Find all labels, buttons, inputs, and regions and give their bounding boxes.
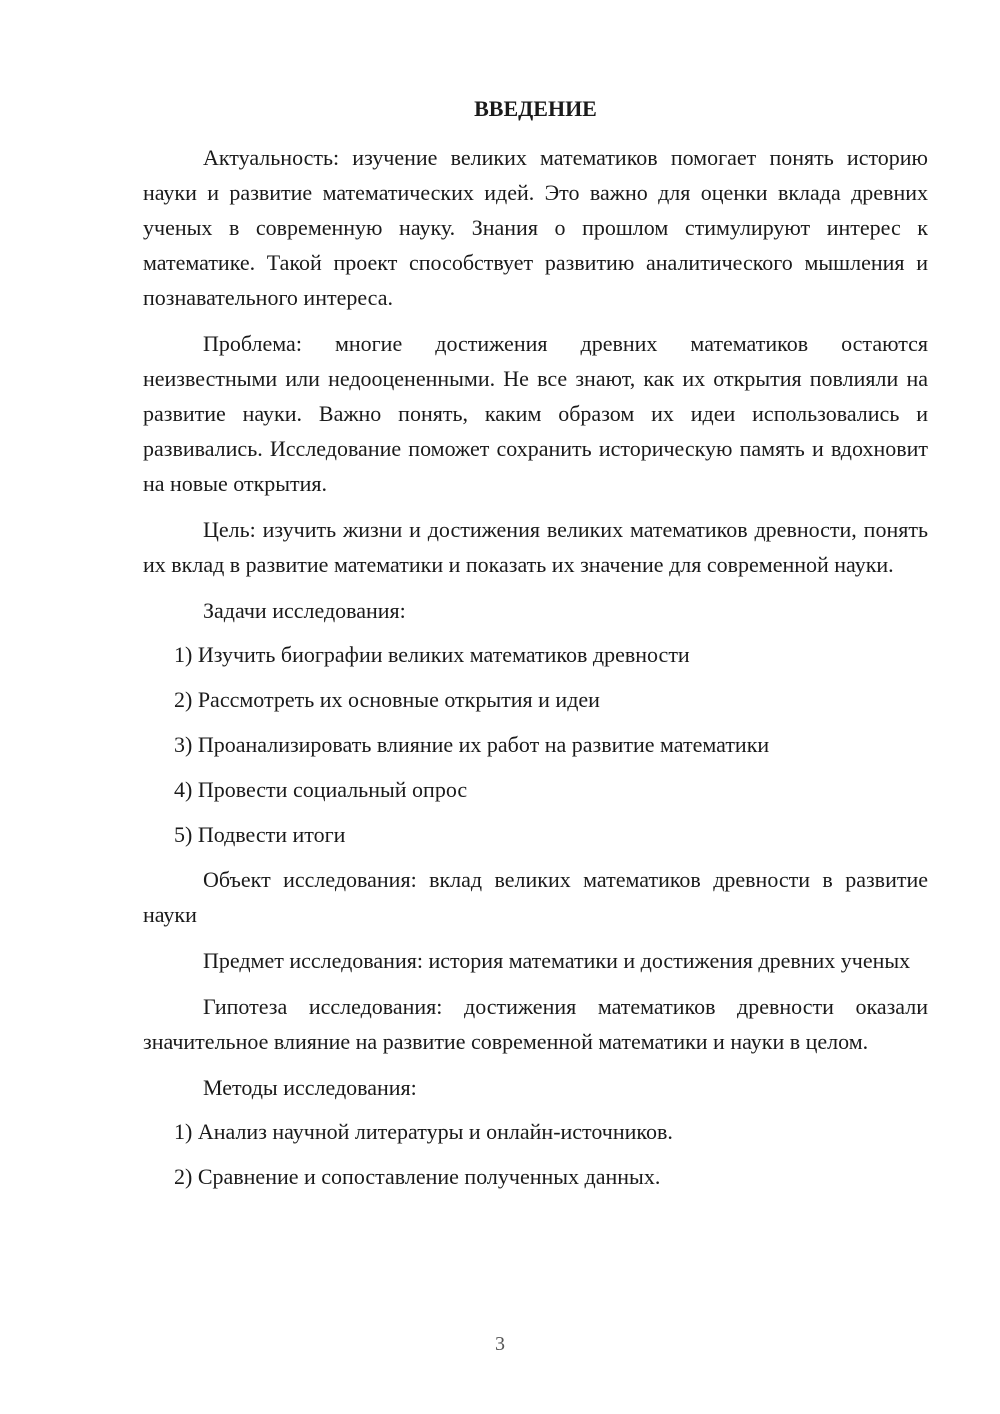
list-item: 1) Анализ научной литературы и онлайн-источников. bbox=[174, 1119, 673, 1144]
relevance-paragraph: Актуальность: изучение великих математиков помогает понять историю науки и развитие математических идей. Это важно для оценки вклада древних ученых в современную науку. Знания о прошлом стимулируют интерес к математике. Такой проект способствует развитию аналитического мышления и познавательного интереса. bbox=[143, 145, 928, 310]
list-item: 1) Изучить биографии великих математиков древности bbox=[174, 642, 690, 667]
methods-list bbox=[143, 1114, 928, 1194]
list-item: 2) Рассмотреть их основные открытия и идеи bbox=[174, 687, 600, 712]
page-title: ВВЕДЕНИЕ bbox=[474, 96, 597, 121]
list-item: 2) Сравнение и сопоставление полученных данных. bbox=[174, 1164, 661, 1189]
list-item: 5) Подвести итоги bbox=[174, 822, 346, 847]
list-item: 3) Проанализировать влияние их работ на развитие математики bbox=[174, 732, 770, 757]
page-number: 3 bbox=[495, 1333, 505, 1355]
goal-paragraph: Цель: изучить жизни и достижения великих математиков древности, понять их вклад в развитие математики и показать их значение для современной науки. bbox=[143, 517, 928, 577]
tasks-list bbox=[143, 637, 928, 852]
document-page bbox=[143, 94, 928, 1204]
subject-paragraph: Предмет исследования: история математики и достижения древних ученых bbox=[203, 948, 911, 973]
list-item: 4) Провести социальный опрос bbox=[174, 777, 468, 802]
tasks-heading: Задачи исследования: bbox=[203, 598, 406, 623]
problem-paragraph: Проблема: многие достижения древних математиков остаются неизвестными или недооцененными. Не все знают, как их открытия повлияли на развитие науки. Важно понять, каким образом их идеи использовались и развивались. Исследование поможет сохранить историческую память и вдохновит на новые открытия. bbox=[143, 331, 928, 496]
methods-heading: Методы исследования: bbox=[203, 1075, 417, 1100]
hypothesis-paragraph: Гипотеза исследования: достижения математиков древности оказали значительное влияние на развитие современной математики и науки в целом. bbox=[143, 994, 928, 1054]
object-paragraph: Объект исследования: вклад великих математиков древности в развитие науки bbox=[143, 867, 928, 927]
